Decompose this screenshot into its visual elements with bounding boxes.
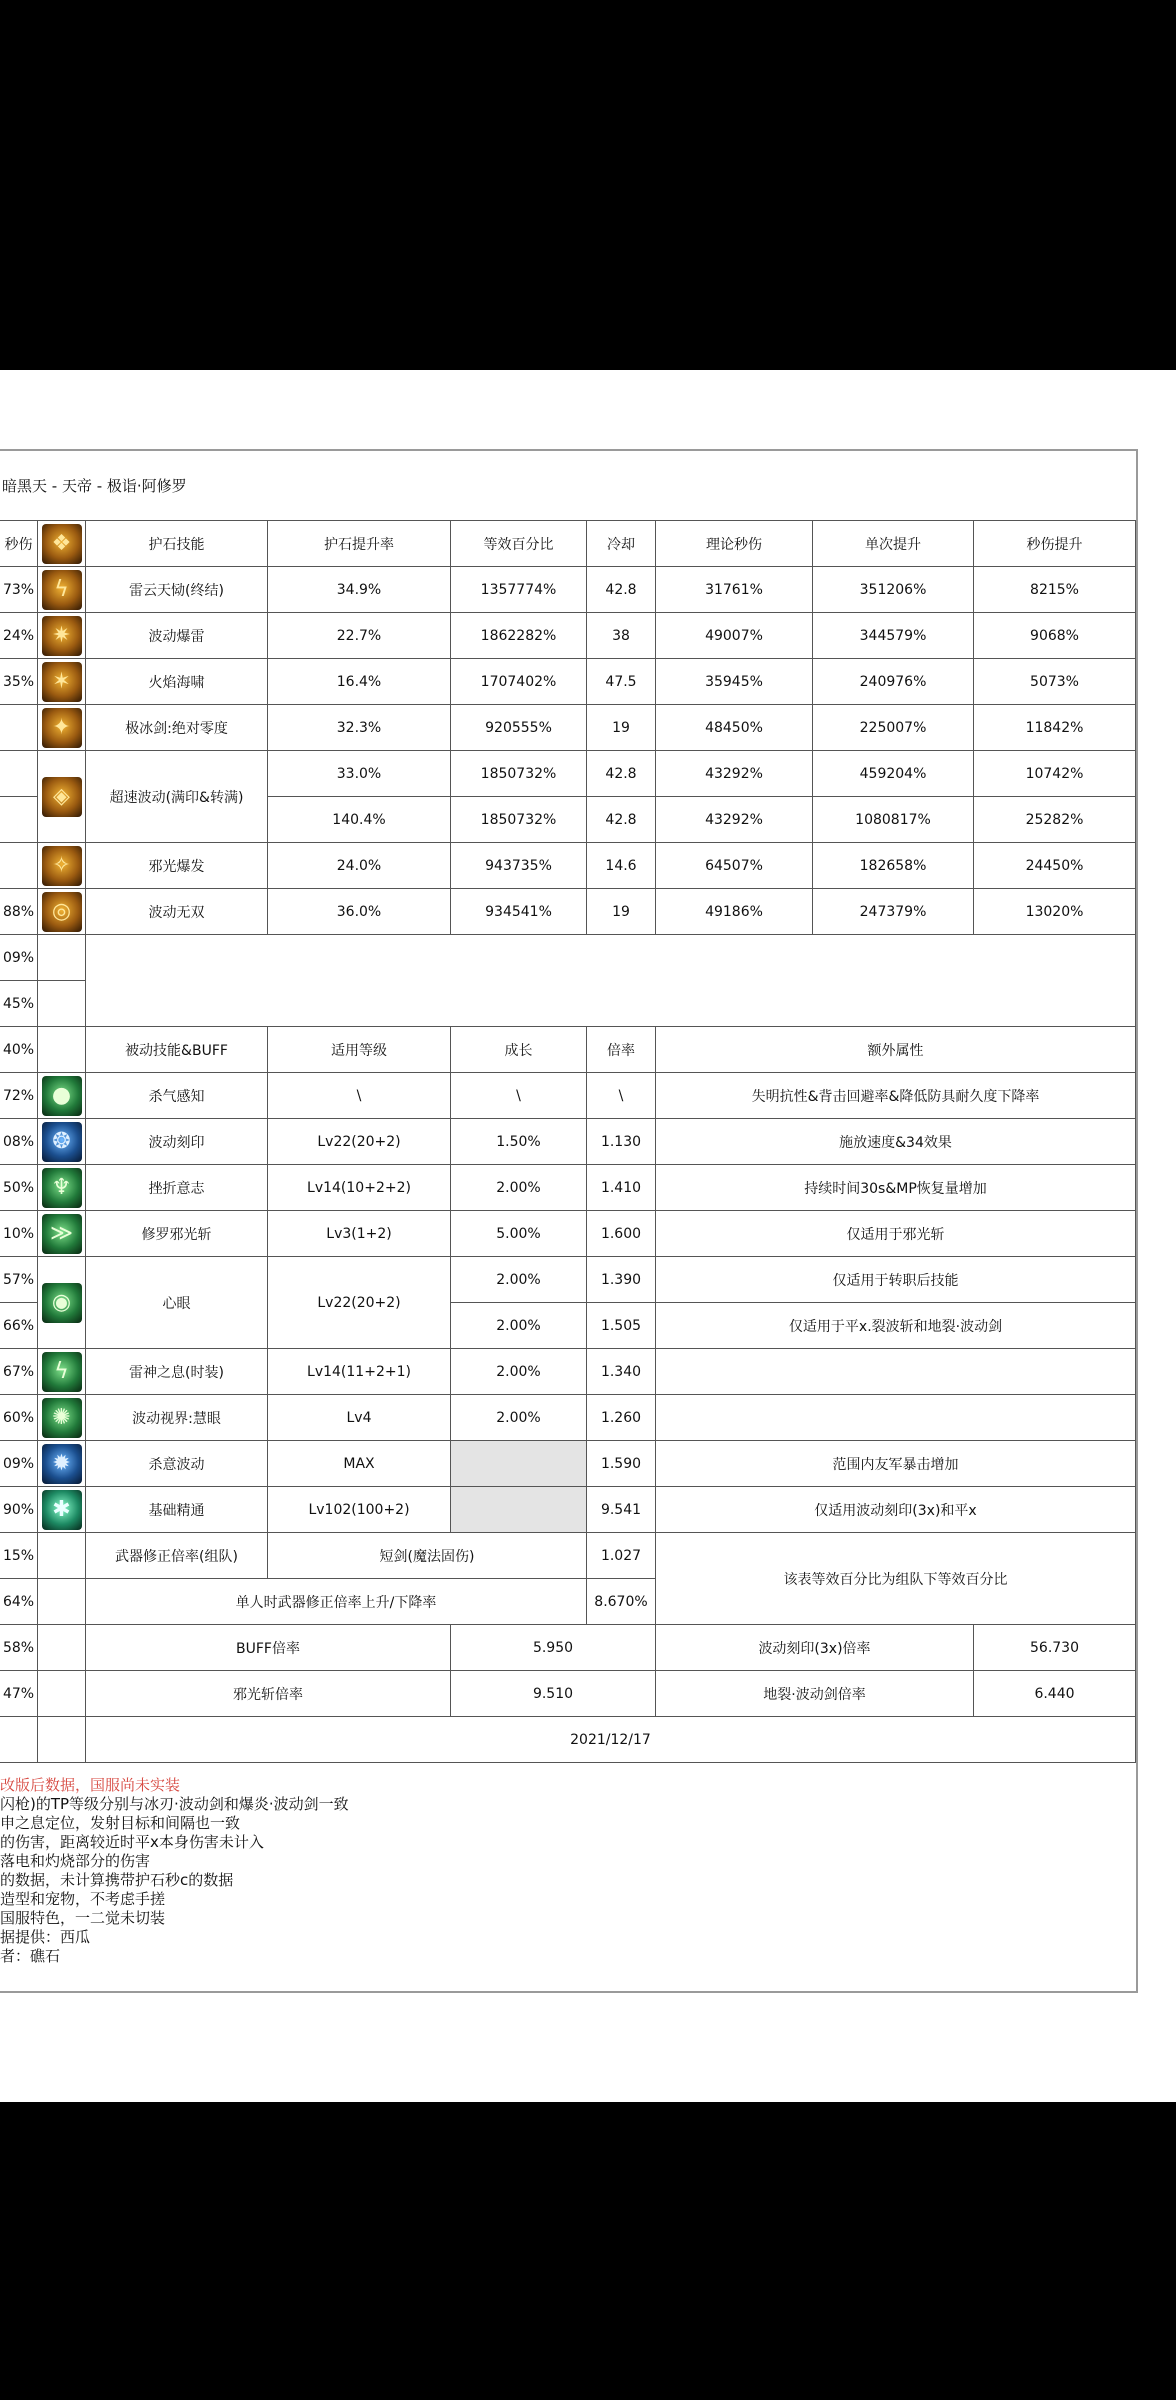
- engrave-icon: ❂: [42, 1122, 82, 1162]
- thunder-breath-icon: ϟ: [42, 1352, 82, 1392]
- value-cell: MAX: [268, 1441, 451, 1487]
- buff-value-cell: 5.950: [451, 1625, 656, 1671]
- value-cell: [451, 1487, 587, 1533]
- left-value-cell: 57%: [0, 1257, 38, 1303]
- empty-icon-cell: [38, 1717, 86, 1763]
- left-value-cell: 64%: [0, 1579, 38, 1625]
- value-cell: \: [587, 1073, 656, 1119]
- value-cell: 34.9%: [268, 567, 451, 613]
- extra-attr-cell: [656, 1395, 1136, 1441]
- value-cell: 35945%: [656, 659, 813, 705]
- icon-cell: [38, 1257, 86, 1349]
- value-cell: 351206%: [813, 567, 974, 613]
- empty-icon-cell: [38, 1671, 86, 1717]
- value-cell: 9068%: [974, 613, 1136, 659]
- skill-name-cell: 波动爆雷: [86, 613, 268, 659]
- skill-name-cell: 雷神之息(时装): [86, 1349, 268, 1395]
- value-cell: Lv3(1+2): [268, 1211, 451, 1257]
- value-cell: 64507%: [656, 843, 813, 889]
- note-line: 改版后数据，国服尚未实装: [0, 1776, 181, 1794]
- evil-label-cell: 地裂·波动剑倍率: [656, 1671, 974, 1717]
- value-cell: 1.260: [587, 1395, 656, 1441]
- date-cell: 2021/12/17: [86, 1717, 1136, 1763]
- value-cell: \: [268, 1073, 451, 1119]
- value-cell: 920555%: [451, 705, 587, 751]
- value-cell: 10742%: [974, 751, 1136, 797]
- empty-icon-cell: [38, 981, 86, 1027]
- header-cell: 倍率: [587, 1027, 656, 1073]
- header-cell: 适用等级: [268, 1027, 451, 1073]
- value-cell: 43292%: [656, 751, 813, 797]
- value-cell: 247379%: [813, 889, 974, 935]
- value-cell: 25282%: [974, 797, 1136, 843]
- icon-cell: [38, 1349, 86, 1395]
- ice-sword-icon: ✦: [42, 708, 82, 748]
- value-cell: 14.6: [587, 843, 656, 889]
- evil-value-cell: 6.440: [974, 1671, 1136, 1717]
- note-line: 据提供：西瓜: [0, 1928, 91, 1946]
- value-cell: 1850732%: [451, 797, 587, 843]
- skill-name-cell: 邪光爆发: [86, 843, 268, 889]
- extra-attr-cell: 仅适用于平x.裂波斩和地裂·波动剑: [656, 1303, 1136, 1349]
- value-cell: 1.505: [587, 1303, 656, 1349]
- value-cell: 943735%: [451, 843, 587, 889]
- icon-cell: [38, 751, 86, 843]
- evil-label-cell: 邪光斩倍率: [86, 1671, 451, 1717]
- value-cell: 2.00%: [451, 1165, 587, 1211]
- note-line: 闪枪)的TP等级分别与冰刃·波动剑和爆炎·波动剑一致: [0, 1795, 349, 1813]
- wave-icon: ◈: [42, 777, 82, 817]
- left-value-cell: 24%: [0, 613, 38, 659]
- solo-value-cell: 8.670%: [587, 1579, 656, 1625]
- top-black-bar: [0, 0, 1176, 370]
- value-cell: 43292%: [656, 797, 813, 843]
- value-cell: 49186%: [656, 889, 813, 935]
- header-cell: 理论秒伤: [656, 521, 813, 567]
- value-cell: 1.390: [587, 1257, 656, 1303]
- left-value-cell: 40%: [0, 1027, 38, 1073]
- left-value-cell: 35%: [0, 659, 38, 705]
- value-cell: 49007%: [656, 613, 813, 659]
- header-cell: 秒伤提升: [974, 521, 1136, 567]
- value-cell: 182658%: [813, 843, 974, 889]
- value-cell: 1707402%: [451, 659, 587, 705]
- value-cell: 1862282%: [451, 613, 587, 659]
- icon-cell: [38, 1395, 86, 1441]
- extra-attr-cell: [656, 1349, 1136, 1395]
- left-value-cell: 08%: [0, 1119, 38, 1165]
- value-cell: 24450%: [974, 843, 1136, 889]
- skill-name-cell: 波动无双: [86, 889, 268, 935]
- weapon-label-cell: 武器修正倍率(组队): [86, 1533, 268, 1579]
- flame-icon: ✶: [42, 662, 82, 702]
- lightning-icon: ϟ: [42, 570, 82, 610]
- value-cell: 16.4%: [268, 659, 451, 705]
- bottom-black-bar: [0, 2102, 1176, 2400]
- solo-label-cell: 单人时武器修正倍率上升/下降率: [86, 1579, 587, 1625]
- value-cell: 1.600: [587, 1211, 656, 1257]
- header-cell: 护石提升率: [268, 521, 451, 567]
- value-cell: Lv22(20+2): [268, 1257, 451, 1349]
- buff-label-cell: BUFF倍率: [86, 1625, 451, 1671]
- header-cell: 单次提升: [813, 521, 974, 567]
- skill-name-cell: 波动视界:慧眼: [86, 1395, 268, 1441]
- left-value-cell: 45%: [0, 981, 38, 1027]
- empty-icon-cell: [38, 1625, 86, 1671]
- value-cell: 48450%: [656, 705, 813, 751]
- value-cell: 1357774%: [451, 567, 587, 613]
- icon-cell: [38, 613, 86, 659]
- value-cell: 934541%: [451, 889, 587, 935]
- title-icon: ❖: [42, 524, 82, 564]
- vortex-icon: ◎: [42, 892, 82, 932]
- empty-icon-cell: [38, 935, 86, 981]
- header-cell: 等效百分比: [451, 521, 587, 567]
- icon-cell: [38, 521, 86, 567]
- left-value-cell: 88%: [0, 889, 38, 935]
- skill-name-cell: 杀意波动: [86, 1441, 268, 1487]
- skill-name-cell: 极冰剑:绝对零度: [86, 705, 268, 751]
- left-value-cell: 50%: [0, 1165, 38, 1211]
- value-cell: 19: [587, 705, 656, 751]
- note-line: 的伤害，距离较近时平x本身伤害未计入: [0, 1833, 264, 1851]
- extra-attr-cell: 仅适用于转职后技能: [656, 1257, 1136, 1303]
- value-cell: 42.8: [587, 751, 656, 797]
- value-cell: 1.590: [587, 1441, 656, 1487]
- value-cell: 32.3%: [268, 705, 451, 751]
- header-cell: 护石技能: [86, 521, 268, 567]
- empty-icon-cell: [38, 1579, 86, 1625]
- notes: [0, 1776, 1000, 1966]
- value-cell: Lv14(11+2+1): [268, 1349, 451, 1395]
- note-line: 国服特色，一二觉未切装: [0, 1909, 166, 1927]
- left-value-cell: [0, 751, 38, 797]
- value-cell: 8215%: [974, 567, 1136, 613]
- left-value-cell: 10%: [0, 1211, 38, 1257]
- value-cell: 36.0%: [268, 889, 451, 935]
- value-cell: 9.541: [587, 1487, 656, 1533]
- value-cell: 38: [587, 613, 656, 659]
- mastery-icon: ✱: [42, 1490, 82, 1530]
- weapon-type-cell: 短剑(魔法固伤): [268, 1533, 587, 1579]
- value-cell: [451, 1441, 587, 1487]
- extra-attr-cell: 持续时间30s&MP恢复量增加: [656, 1165, 1136, 1211]
- icon-cell: [38, 1165, 86, 1211]
- value-cell: 1.340: [587, 1349, 656, 1395]
- header-cell: 被动技能&BUFF: [86, 1027, 268, 1073]
- note-line: 造型和宠物，不考虑手搓: [0, 1890, 166, 1908]
- left-value-cell: 58%: [0, 1625, 38, 1671]
- icon-cell: [38, 1119, 86, 1165]
- value-cell: 240976%: [813, 659, 974, 705]
- value-cell: 1.410: [587, 1165, 656, 1211]
- left-value-cell: [0, 843, 38, 889]
- icon-cell: [38, 889, 86, 935]
- value-cell: 2.00%: [451, 1257, 587, 1303]
- value-cell: 31761%: [656, 567, 813, 613]
- value-cell: 47.5: [587, 659, 656, 705]
- sense-icon: ●: [42, 1076, 82, 1116]
- evil-value-cell: 9.510: [451, 1671, 656, 1717]
- left-value-cell: 72%: [0, 1073, 38, 1119]
- value-cell: 5073%: [974, 659, 1136, 705]
- skill-name-cell: 超速波动(满印&转满): [86, 751, 268, 843]
- value-cell: 1850732%: [451, 751, 587, 797]
- icon-cell: [38, 1211, 86, 1257]
- extra-attr-cell: 仅适用于邪光斩: [656, 1211, 1136, 1257]
- value-cell: 344579%: [813, 613, 974, 659]
- evil-light-icon: ✧: [42, 846, 82, 886]
- value-cell: 24.0%: [268, 843, 451, 889]
- slash-icon: ≫: [42, 1214, 82, 1254]
- sheet-title: 暗黑天 - 天帝 - 极诣·阿修罗: [0, 451, 1136, 521]
- left-value-cell: 09%: [0, 935, 38, 981]
- dps-sheet: [0, 449, 1138, 1993]
- skill-name-cell: 基础精通: [86, 1487, 268, 1533]
- icon-cell: [38, 567, 86, 613]
- value-cell: 225007%: [813, 705, 974, 751]
- value-cell: 140.4%: [268, 797, 451, 843]
- left-value-cell: 09%: [0, 1441, 38, 1487]
- left-value-cell: 90%: [0, 1487, 38, 1533]
- icon-cell: [38, 1073, 86, 1119]
- weapon-value-cell: 1.027: [587, 1533, 656, 1579]
- value-cell: Lv102(100+2): [268, 1487, 451, 1533]
- skill-name-cell: 杀气感知: [86, 1073, 268, 1119]
- left-value-cell: 73%: [0, 567, 38, 613]
- realm-icon: ✺: [42, 1398, 82, 1438]
- left-value-cell: 67%: [0, 1349, 38, 1395]
- header-cell: 额外属性: [656, 1027, 1136, 1073]
- icon-cell: [38, 843, 86, 889]
- skill-name-cell: 火焰海啸: [86, 659, 268, 705]
- killing-wave-icon: ✹: [42, 1444, 82, 1484]
- value-cell: 1080817%: [813, 797, 974, 843]
- icon-cell: [38, 659, 86, 705]
- empty-icon-cell: [38, 1027, 86, 1073]
- note-line: 申之息定位，发射目标和间隔也一致: [0, 1814, 241, 1832]
- value-cell: 2.00%: [451, 1349, 587, 1395]
- left-value-cell: 47%: [0, 1671, 38, 1717]
- header-cell: 秒伤: [0, 521, 38, 567]
- value-cell: 42.8: [587, 797, 656, 843]
- header-cell: 冷却: [587, 521, 656, 567]
- left-value-cell: [0, 705, 38, 751]
- value-cell: 2.00%: [451, 1395, 587, 1441]
- icon-cell: [38, 1441, 86, 1487]
- eye-icon: ◉: [42, 1283, 82, 1323]
- value-cell: \: [451, 1073, 587, 1119]
- note-line: 的数据，未计算携带护石秒c的数据: [0, 1871, 234, 1889]
- value-cell: Lv14(10+2+2): [268, 1165, 451, 1211]
- note-cell: 该表等效百分比为组队下等效百分比: [656, 1533, 1136, 1625]
- buff-label-cell: 波动刻印(3x)倍率: [656, 1625, 974, 1671]
- empty-icon-cell: [38, 1533, 86, 1579]
- icon-cell: [38, 705, 86, 751]
- buff-value-cell: 56.730: [974, 1625, 1136, 1671]
- value-cell: 459204%: [813, 751, 974, 797]
- extra-attr-cell: 仅适用波动刻印(3x)和平x: [656, 1487, 1136, 1533]
- will-icon: ♆: [42, 1168, 82, 1208]
- value-cell: 13020%: [974, 889, 1136, 935]
- skill-name-cell: 修罗邪光斩: [86, 1211, 268, 1257]
- value-cell: Lv4: [268, 1395, 451, 1441]
- icon-cell: [38, 1487, 86, 1533]
- extra-attr-cell: 范围内友军暴击增加: [656, 1441, 1136, 1487]
- note-line: 落电和灼烧部分的伤害: [0, 1852, 151, 1870]
- skill-name-cell: 雷云天恸(终结): [86, 567, 268, 613]
- value-cell: Lv22(20+2): [268, 1119, 451, 1165]
- value-cell: 2.00%: [451, 1303, 587, 1349]
- value-cell: 33.0%: [268, 751, 451, 797]
- left-value-cell: 60%: [0, 1395, 38, 1441]
- shockwave-icon: ✷: [42, 616, 82, 656]
- skill-name-cell: 挫折意志: [86, 1165, 268, 1211]
- left-value-cell: [0, 797, 38, 843]
- value-cell: 11842%: [974, 705, 1136, 751]
- value-cell: 1.130: [587, 1119, 656, 1165]
- skill-name-cell: 波动刻印: [86, 1119, 268, 1165]
- left-value-cell: 66%: [0, 1303, 38, 1349]
- skill-name-cell: 心眼: [86, 1257, 268, 1349]
- empty-cell: [86, 935, 1136, 1027]
- value-cell: 42.8: [587, 567, 656, 613]
- value-cell: 5.00%: [451, 1211, 587, 1257]
- header-cell: 成长: [451, 1027, 587, 1073]
- empty-cell: [0, 1717, 38, 1763]
- extra-attr-cell: 施放速度&34效果: [656, 1119, 1136, 1165]
- extra-attr-cell: 失明抗性&背击回避率&降低防具耐久度下降率: [656, 1073, 1136, 1119]
- left-value-cell: 15%: [0, 1533, 38, 1579]
- value-cell: 19: [587, 889, 656, 935]
- value-cell: 22.7%: [268, 613, 451, 659]
- note-line: 者：礁石: [0, 1947, 61, 1965]
- value-cell: 1.50%: [451, 1119, 587, 1165]
